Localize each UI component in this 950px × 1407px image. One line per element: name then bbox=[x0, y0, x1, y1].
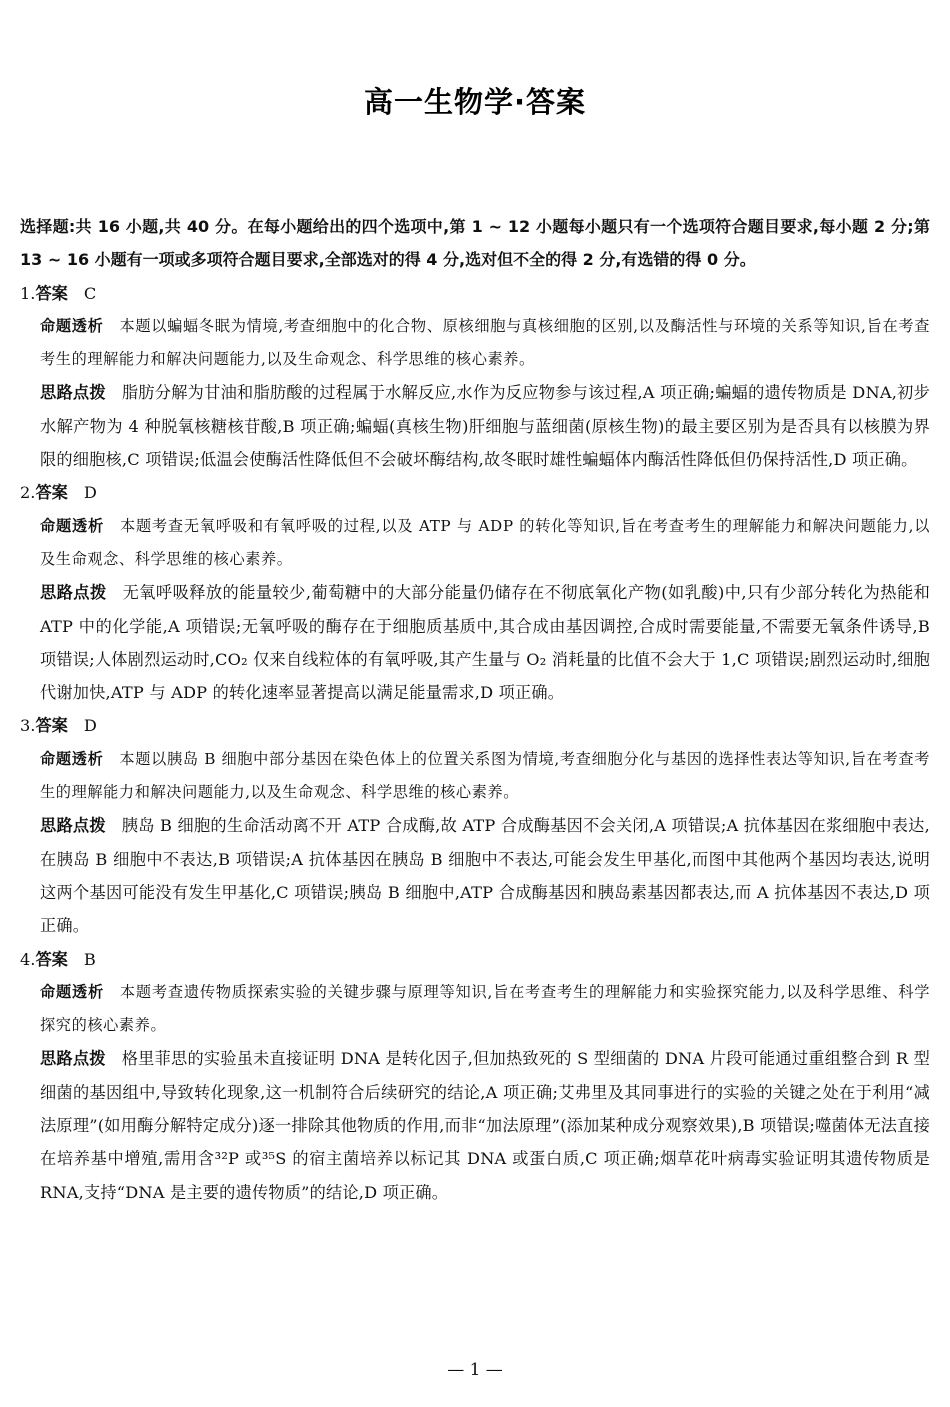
question-number: 3. bbox=[20, 716, 36, 736]
hint-label: 思路点拨 bbox=[40, 816, 106, 836]
hint-label: 思路点拨 bbox=[40, 583, 107, 603]
analysis-label: 命题透析 bbox=[40, 749, 104, 768]
question-number: 2. bbox=[20, 483, 36, 503]
hint-paragraph bbox=[20, 376, 930, 476]
answer-line bbox=[20, 709, 930, 742]
analysis-text: 本题考查遗传物质探索实验的关键步骤与原理等知识,旨在考查考生的理解能力和实验探究能力,以及科学思维、科学探究的核心素养。 bbox=[40, 982, 930, 1035]
answer-value: B bbox=[83, 949, 96, 969]
question-number: 4. bbox=[20, 949, 36, 969]
answer-line bbox=[20, 476, 930, 509]
analysis-label: 命题透析 bbox=[40, 516, 104, 535]
hint-paragraph bbox=[20, 1042, 930, 1208]
analysis-text: 本题以胰岛 B 细胞中部分基因在染色体上的位置关系图为情境,考查细胞分化与基因的选择性表达等知识,旨在考查考生的理解能力和解决问题能力,以及生命观念、科学思维的核心素养。 bbox=[40, 749, 930, 802]
hint-text: 无氧呼吸释放的能量较少,葡萄糖中的大部分能量仍储存在不彻底氧化产物(如乳酸)中,只有少部分转化为热能和 ATP 中的化学能,A 项错误;无氧呼吸的酶存在于细胞质基质中,其合成由基因调控,合成时需要能量,不需要无氧条件诱导,B 项错误;人体剧烈运动时,CO₂ 仅来自线粒体的有氧呼吸,其产生量与 O₂ 消耗量的比值不会大于 1,C 项错误;剧烈运动时,细胞代谢加快,ATP 与 ADP 的转化速率显著提高以满足能量需求,D 项正确。 bbox=[40, 583, 930, 703]
analysis-paragraph bbox=[20, 976, 930, 1043]
question-block bbox=[20, 277, 930, 477]
analysis-paragraph bbox=[20, 310, 930, 377]
answer-label: 答案 bbox=[35, 949, 68, 969]
analysis-paragraph bbox=[20, 510, 930, 577]
answer-line bbox=[20, 943, 930, 976]
analysis-label: 命题透析 bbox=[40, 982, 104, 1001]
instructions-paragraph: 选择题:共 16 小题,共 40 分。在每小题给出的四个选项中,第 1 ~ 12 小题每小题只有一个选项符合题目要求,每小题 2 分;第 13 ~ 16 小题有一项或多项符合题目要求,全部选对的得 4 分,选对但不全的得 2 分,有选错的得 0 分。 bbox=[20, 217, 930, 270]
analysis-text: 本题以蝙蝠冬眠为情境,考查细胞中的化合物、原核细胞与真核细胞的区别,以及酶活性与环境的关系等知识,旨在考查考生的理解能力和解决问题能力,以及生命观念、科学思维的核心素养。 bbox=[40, 316, 930, 369]
hint-text: 脂肪分解为甘油和脂肪酸的过程属于水解反应,水作为反应物参与该过程,A 项正确;蝙蝠的遗传物质是 DNA,初步水解产物为 4 种脱氧核糖核苷酸,B 项正确;蝙蝠(真核生物)肝细胞与蓝细菌(原核生物)的最主要区别为是否具有以核膜为界限的细胞核,C 项错误;低温会使酶活性降低但不会破坏酶结构,故冬眠时雄性蝙蝠体内酶活性降低但仍保持活性,D 项正确。 bbox=[40, 383, 930, 470]
answer-content bbox=[20, 210, 930, 1209]
hint-label: 思路点拨 bbox=[40, 1049, 106, 1069]
question-block bbox=[20, 476, 930, 709]
hint-paragraph bbox=[20, 809, 930, 942]
analysis-label: 命题透析 bbox=[40, 316, 104, 335]
answer-value: D bbox=[83, 483, 97, 503]
analysis-paragraph bbox=[20, 743, 930, 810]
answer-label: 答案 bbox=[35, 716, 68, 736]
hint-paragraph bbox=[20, 576, 930, 709]
answer-label: 答案 bbox=[35, 283, 68, 303]
analysis-text: 本题考查无氧呼吸和有氧呼吸的过程,以及 ATP 与 ADP 的转化等知识,旨在考查考生的理解能力和解决问题能力,以及生命观念、科学思维的核心素养。 bbox=[40, 516, 930, 568]
question-number: 1. bbox=[20, 283, 36, 303]
answer-line bbox=[20, 277, 930, 310]
question-block bbox=[20, 709, 930, 942]
question-block bbox=[20, 943, 930, 1209]
hint-text: 格里菲思的实验虽未直接证明 DNA 是转化因子,但加热致死的 S 型细菌的 DNA 片段可能通过重组整合到 R 型细菌的基因组中,导致转化现象,这一机制符合后续研究的结论,A 项正确;艾弗里及其同事进行的实验的关键之处在于利用“减法原理”(如用酶分解特定成分)逐一排除其他物质的作用,而非“加法原理”(添加某种成分观察效果),B 项错误;噬菌体无法直接在培养基中增殖,需用含³²P 或³⁵S 的宿主菌培养以标记其 DNA 或蛋白质,C 项正确;烟草花叶病毒实验证明其遗传物质是 RNA,支持“DNA 是主要的遗传物质”的结论,D 项正确。 bbox=[40, 1049, 930, 1202]
page-number: — 1 — bbox=[447, 1360, 503, 1380]
page-title: 高一生物学·答案 bbox=[363, 85, 587, 119]
answer-value: D bbox=[83, 716, 97, 736]
answer-value: C bbox=[83, 283, 97, 303]
hint-text: 胰岛 B 细胞的生命活动离不开 ATP 合成酶,故 ATP 合成酶基因不会关闭,A 项错误;A 抗体基因在浆细胞中表达,在胰岛 B 细胞中不表达,B 项错误;A 抗体基因在胰岛 B 细胞中不表达,可能会发生甲基化,而图中其他两个基因均表达,说明这两个基因可能没有发生甲基化,C 项错误;胰岛 B 细胞中,ATP 合成酶基因和胰岛素基因都表达,而 A 抗体基因不表达,D 项正确。 bbox=[40, 816, 930, 936]
hint-label: 思路点拨 bbox=[40, 383, 106, 403]
answer-label: 答案 bbox=[35, 483, 68, 503]
